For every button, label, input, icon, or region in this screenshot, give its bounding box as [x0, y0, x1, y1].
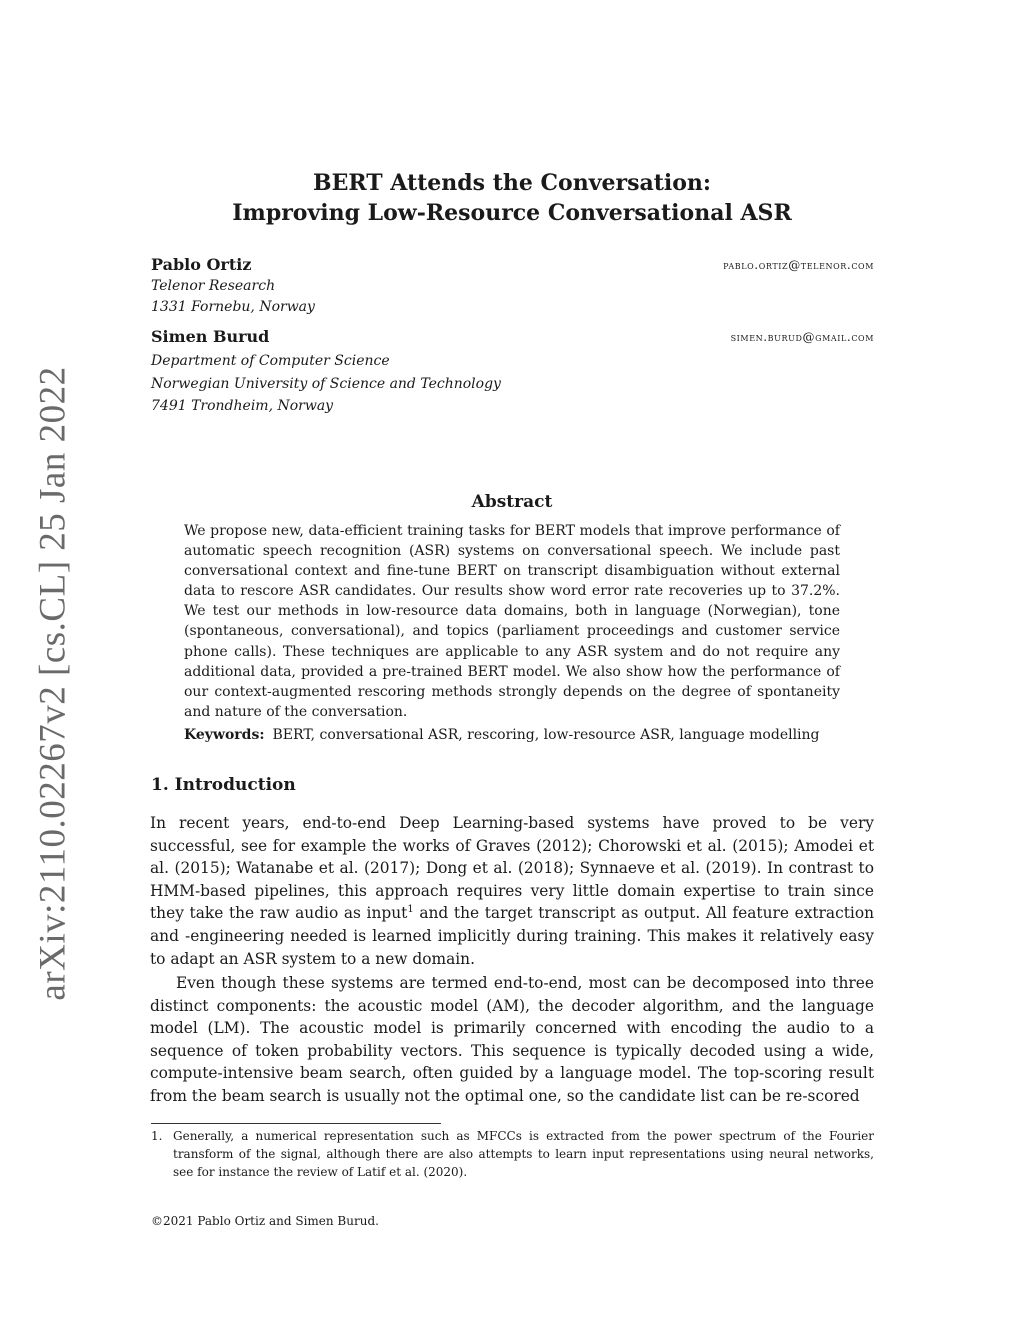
author-affiliation [151, 350, 501, 418]
keywords-list: BERT, conversational ASR, rescoring, low-resource ASR, language modelling [272, 727, 820, 743]
paragraph-text: and the target transcript as output. All feature extraction and -engineering needed is learned implicitly during training. This makes it relatively easy to adapt an ASR system to a new domain. [150, 904, 874, 968]
section-heading: 1. Introduction [151, 775, 296, 795]
abstract-text: We propose new, data-efficient training tasks for BERT models that improve performance of automatic speech recognition (ASR) systems on conversational speech. We include past conversational context and fine-tune BERT on transcript disambiguation without external data to rescore ASR candidates. Our results show word error rate recoveries up to 37.2%. We test our methods in low-resource data domains, both in language (Norwegian), tone (spontaneous, conversational), and topics (parliament proceedings and customer service phone calls). These techniques are applicable to any ASR system and do not require any additional data, provided a pre-trained BERT model. We also show how the performance of our context-augmented rescoring methods strongly depends on the degree of spontaneity and nature of the conversation. [184, 523, 840, 720]
paragraph: Even though these systems are termed end-to-end, most can be decomposed into three distinct components: the acoustic model (AM), the decoder algorithm, and the language model (LM). The acoustic model is primarily concerned with encoding the audio to a sequence of token probability vectors. This sequence is typically decoded using a wide, compute-intensive beam search, often guided by a language model. The top-scoring result from the beam search is usually not the optimal one, so the candidate list can be re-scored [150, 974, 874, 1105]
paragraph [150, 812, 874, 970]
author-email[interactable]: simen.burud@gmail.com [730, 330, 874, 344]
affiliation-line: Norwegian University of Science and Technology [151, 375, 501, 392]
keywords [184, 725, 840, 745]
paper-title [150, 168, 874, 228]
author-email[interactable]: pablo.ortiz@telenor.com [723, 258, 874, 272]
title-line-1: BERT Attends the Conversation: [312, 170, 712, 196]
author-name: Simen Burud [151, 327, 270, 346]
title-line-2: Improving Low-Resource Conversational ASR [232, 200, 792, 226]
affiliation-line: 1331 Fornebu, Norway [151, 299, 315, 315]
affiliation-line: Telenor Research [151, 278, 276, 294]
footnote-divider [151, 1123, 441, 1124]
copyright-notice: ©2021 Pablo Ortiz and Simen Burud. [151, 1214, 379, 1228]
author-affiliation [151, 276, 315, 318]
abstract-heading: Abstract [471, 492, 553, 512]
affiliation-line: Department of Computer Science [151, 353, 390, 369]
footnote-text: Generally, a numerical representation such as MFCCs is extracted from the power spectrum of the Fourier transform of the signal, although there are also attempts to learn input representations using neural networks, see for instance the review of Latif et al. (2020). [173, 1129, 874, 1179]
footnote [151, 1127, 874, 1181]
keywords-label: Keywords: [184, 727, 265, 743]
arxiv-stamp: arXiv:2110.02267v2 [cs.CL] 25 Jan 2022 [32, 366, 74, 1001]
author-name: Pablo Ortiz [151, 255, 252, 274]
affiliation-line: 7491 Trondheim, Norway [151, 398, 334, 414]
paragraph-text: In recent years, end-to-end Deep Learning-based systems have proved to be very successful, see for example the works of Graves (2012); Chorowski et al. (2015); Amodei et al. (2015); Watanabe et al. (2017); Dong et al. (2018); Synnaeve et al. (2019). In contrast to HMM-based pipelines, this approach requires very little domain expertise to train since they take the raw audio as input [150, 814, 874, 923]
footnote-marker[interactable]: 1 [407, 904, 414, 916]
footnote-number: 1. [151, 1129, 163, 1143]
